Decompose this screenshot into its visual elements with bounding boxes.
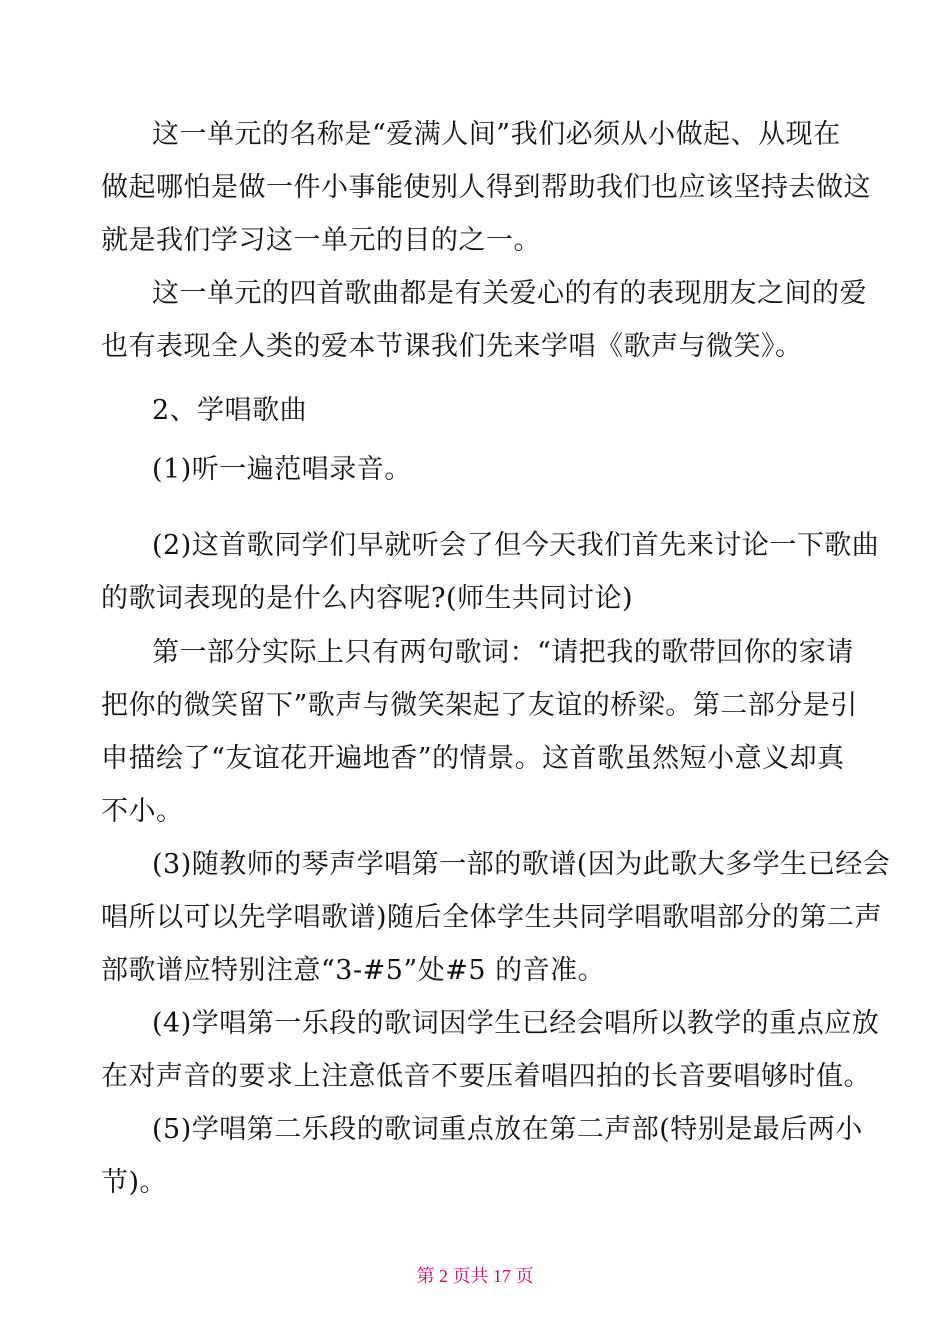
text-line-2: 做起哪怕是做一件小事能使别人得到帮助我们也应该坚持去做这: [101, 172, 871, 203]
text-line-1: 这一单元的名称是“爱满人间”我们必须从小做起、从现在: [152, 119, 841, 150]
text-line-13: 不小。: [101, 796, 184, 827]
text-line-20: 节)。: [101, 1167, 168, 1198]
text-line-10: 第一部分实际上只有两句歌词：“请把我的歌带回你的家请: [152, 637, 854, 668]
text-line-7: (1)听一遍范唱录音。: [152, 454, 412, 485]
text-line-19: (5)学唱第二乐段的歌词重点放在第二声部(特别是最后两小: [152, 1114, 863, 1145]
text-line-5: 也有表现全人类的爱本节课我们先来学唱《歌声与微笑》。: [101, 331, 803, 362]
text-line-3: 就是我们学习这一单元的目的之一。: [101, 225, 541, 256]
text-line-11: 把你的微笑留下”歌声与微笑架起了友谊的桥梁。第二部分是引: [101, 690, 858, 721]
text-line-6: 2、学唱歌曲: [152, 395, 308, 426]
page-number-footer: 第 2 页共 17 页: [416, 1266, 534, 1286]
text-line-8: (2)这首歌同学们早就听会了但今天我们首先来讨论一下歌曲: [152, 530, 880, 561]
text-line-17: (4)学唱第一乐段的歌词因学生已经会唱所以教学的重点应放: [152, 1008, 880, 1039]
text-line-18: 在对声音的要求上注意低音不要压着唱四拍的长音要唱够时值。: [101, 1061, 871, 1092]
text-line-14: (3)随教师的琴声学唱第一部的歌谱(因为此歌大多学生已经会: [152, 849, 891, 880]
text-line-4: 这一单元的四首歌曲都是有关爱心的有的表现朋友之间的爱: [152, 278, 867, 309]
text-line-9: 的歌词表现的是什么内容呢?(师生共同讨论): [101, 583, 634, 614]
text-line-16: 部歌谱应特别注意“3-#5”处#5 的音准。: [101, 955, 606, 986]
text-line-15: 唱所以可以先学唱歌谱)随后全体学生共同学唱歌唱部分的第二声: [101, 902, 883, 933]
text-line-12: 申描绘了“友谊花开遍地香”的情景。这首歌虽然短小意义却真: [101, 743, 845, 774]
